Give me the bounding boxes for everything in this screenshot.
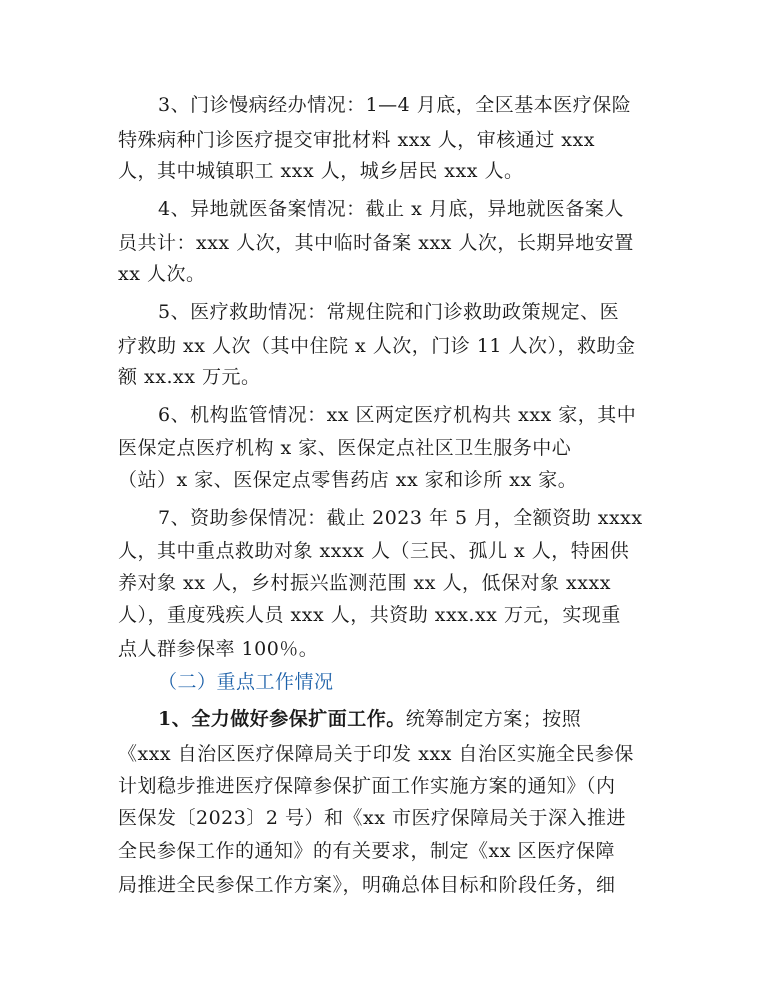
lead-continuation: 统筹制定方案；按照 — [405, 708, 582, 730]
paragraph-line: xx 人次。 — [118, 263, 206, 285]
paragraph-line: 额 xx.xx 万元。 — [118, 366, 261, 388]
paragraph-line: 医保定点医疗机构 x 家、医保定点社区卫生服务中心 — [118, 437, 572, 459]
bold-lead-phrase: 1、全力做好参保扩面工作。 — [158, 708, 406, 730]
section-heading: （二）重点工作情况 — [158, 671, 334, 693]
paragraph-line: 6、机构监管情况：xx 区两定医疗机构共 xxx 家，其中 — [158, 404, 637, 426]
paragraph-line: 5、医疗救助情况：常规住院和门诊救助政策规定、医 — [158, 301, 620, 323]
paragraph-line: （站）x 家、医保定点零售药店 xx 家和诊所 xx 家。 — [118, 469, 578, 491]
paragraph-line: 养对象 xx 人，乡村振兴监测范围 xx 人，低保对象 xxxx — [118, 572, 611, 594]
paragraph-line: 人，其中城镇职工 xxx 人，城乡居民 xxx 人。 — [118, 160, 524, 182]
paragraph-line: 3、门诊慢病经办情况：1—4 月底，全区基本医疗保险 — [158, 94, 632, 116]
paragraph-line: 员共计：xxx 人次，其中临时备案 xxx 人次，长期异地安置 — [118, 232, 634, 254]
paragraph-line: 医保发〔2023〕2 号）和《xx 市医疗保障局关于深入推进 — [118, 807, 626, 829]
paragraph-line: 人，其中重点救助对象 xxxx 人（三民、孤儿 x 人，特困供 — [118, 540, 630, 562]
paragraph-line: 特殊病种门诊医疗提交审批材料 xxx 人，审核通过 xxx — [118, 129, 595, 151]
paragraph-line: 计划稳步推进医疗保障参保扩面工作实施方案的通知》（内 — [118, 775, 616, 797]
paragraph-line: 点人群参保率 100％。 — [118, 638, 319, 660]
paragraph-line: 疗救助 xx 人次（其中住院 x 人次，门诊 11 人次），救助金 — [118, 335, 636, 357]
paragraph-line: 人），重度残疾人员 xxx 人，共资助 xxx.xx 万元，实现重 — [118, 604, 621, 626]
paragraph-line: 4、异地就医备案情况：截止 x 月底，异地就医备案人 — [158, 198, 624, 220]
paragraph-line: 《xxx 自治区医疗保障局关于印发 xxx 自治区实施全民参保 — [118, 743, 634, 765]
paragraph-line: 全民参保工作的通知》的有关要求，制定《xx 区医疗保障 — [118, 840, 615, 862]
paragraph-line — [158, 707, 703, 731]
paragraph-line: 7、资助参保情况：截止 2023 年 5 月，全额资助 xxxx — [158, 507, 643, 529]
paragraph-line: 局推进全民参保工作方案》，明确总体目标和阶段任务，细 — [118, 874, 616, 896]
